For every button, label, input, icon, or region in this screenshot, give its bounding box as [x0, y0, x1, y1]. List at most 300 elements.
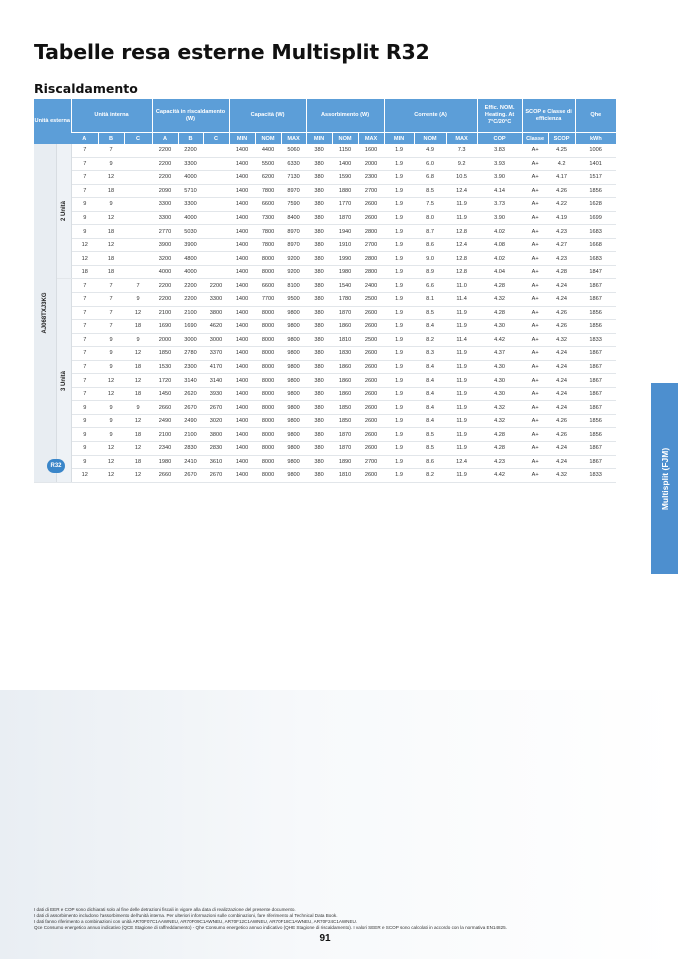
table-cell: 2700: [358, 184, 384, 198]
table-cell: 9800: [281, 469, 306, 483]
table-cell: 12: [98, 455, 124, 469]
table-cell: 380: [306, 238, 332, 252]
table-cell: 4000: [178, 211, 203, 225]
table-cell: 3900: [152, 238, 178, 252]
table-cell: A+: [522, 442, 548, 456]
table-cell: 7130: [281, 171, 306, 185]
table-cell: A+: [522, 455, 548, 469]
table-cell: 1590: [332, 171, 358, 185]
table-cell: 1830: [332, 347, 358, 361]
table-cell: 8.9: [414, 265, 446, 279]
table-cell: 11.9: [446, 469, 477, 483]
table-cell: 1870: [332, 428, 358, 442]
table-cell: 2770: [152, 225, 178, 239]
table-cell: 9200: [281, 265, 306, 279]
table-cell: 9800: [281, 333, 306, 347]
table-cell: 3000: [178, 333, 203, 347]
table-row: [34, 279, 616, 293]
table-cell: 12.4: [446, 455, 477, 469]
table-cell: 9800: [281, 306, 306, 320]
table-cell: 1.9: [384, 387, 414, 401]
table-cell: 2600: [358, 414, 384, 428]
table-cell: 2800: [358, 225, 384, 239]
table-cell: 1720: [152, 374, 178, 388]
table-cell: 9: [71, 211, 98, 225]
table-cell: 2670: [178, 469, 203, 483]
table-cell: 12.4: [446, 238, 477, 252]
table-cell: 1400: [229, 320, 255, 334]
outdoor-unit-cell: [34, 144, 56, 482]
section-title: Riscaldamento: [34, 81, 138, 96]
table-cell: 3.73: [477, 198, 522, 212]
table-cell: 4.04: [477, 265, 522, 279]
table-cell: 8000: [255, 265, 281, 279]
table-cell: 2700: [358, 455, 384, 469]
table-cell: 7: [98, 144, 124, 157]
table-cell: 18: [124, 428, 152, 442]
table-cell: 2200: [152, 157, 178, 171]
table-cell: [203, 171, 229, 185]
table-cell: 9: [98, 428, 124, 442]
table-cell: 1400: [229, 293, 255, 307]
table-cell: 4.02: [477, 252, 522, 266]
table-cell: 1400: [229, 265, 255, 279]
table-cell: A+: [522, 293, 548, 307]
table-cell: 2600: [358, 306, 384, 320]
table-cell: 8000: [255, 401, 281, 415]
table-cell: 2500: [358, 293, 384, 307]
table-row: [34, 184, 616, 198]
table-cell: 12: [71, 252, 98, 266]
table-cell: 2600: [358, 198, 384, 212]
table-cell: 4.42: [477, 333, 522, 347]
table-cell: 9800: [281, 414, 306, 428]
page-title: Tabelle resa esterne Multisplit R32: [34, 40, 430, 64]
subheader: MAX: [446, 133, 477, 145]
table-cell: 1910: [332, 238, 358, 252]
subheader: B: [178, 133, 203, 145]
table-cell: 11.4: [446, 293, 477, 307]
table-cell: 9.0: [414, 252, 446, 266]
table-cell: 11.9: [446, 401, 477, 415]
table-cell: 4.24: [548, 360, 575, 374]
table-cell: 2490: [178, 414, 203, 428]
table-cell: 8000: [255, 428, 281, 442]
table-cell: 9: [71, 198, 98, 212]
footnote: I dati di EER e COP sono dichiarati solo al fine delle detrazioni fiscali in vigore alla data di realizzazione del presente documento.: [34, 907, 296, 912]
table-cell: 18: [98, 184, 124, 198]
table-cell: 4.37: [477, 347, 522, 361]
table-cell: 1867: [575, 374, 616, 388]
table-cell: 380: [306, 157, 332, 171]
table-cell: 8000: [255, 360, 281, 374]
table-cell: 9: [124, 293, 152, 307]
subheader: kWh: [575, 133, 616, 145]
table-cell: 2000: [358, 157, 384, 171]
table-cell: 2830: [178, 442, 203, 456]
table-cell: 2200: [178, 144, 203, 157]
table-cell: 2600: [358, 320, 384, 334]
unit-group-cell: [56, 279, 71, 482]
table-cell: 2600: [358, 360, 384, 374]
table-cell: 1400: [229, 387, 255, 401]
table-cell: 9800: [281, 360, 306, 374]
table-cell: 7: [71, 293, 98, 307]
table-cell: 8970: [281, 184, 306, 198]
table-cell: 7: [71, 144, 98, 157]
table-cell: 3930: [203, 387, 229, 401]
table-cell: 12: [98, 238, 124, 252]
table-row: [34, 252, 616, 266]
table-cell: 4.32: [548, 469, 575, 483]
table-cell: 1400: [229, 374, 255, 388]
table-cell: 1.9: [384, 225, 414, 239]
table-cell: 4000: [178, 265, 203, 279]
table-cell: 1890: [332, 455, 358, 469]
table-cell: 4.26: [548, 428, 575, 442]
table-cell: 4400: [255, 144, 281, 157]
table-cell: 12: [98, 171, 124, 185]
table-cell: 1867: [575, 442, 616, 456]
table-cell: 1856: [575, 320, 616, 334]
table-row: [34, 347, 616, 361]
table-cell: 1850: [332, 401, 358, 415]
table-cell: 1860: [332, 360, 358, 374]
subheader: B: [98, 133, 124, 145]
table-cell: 1400: [229, 469, 255, 483]
table-cell: 3300: [152, 198, 178, 212]
table-cell: 5710: [178, 184, 203, 198]
unit-group-label: 2 Unità: [60, 201, 67, 222]
table-row: [34, 171, 616, 185]
table-cell: 4.22: [548, 198, 575, 212]
table-cell: [203, 211, 229, 225]
table-row: [34, 320, 616, 334]
table-cell: A+: [522, 387, 548, 401]
table-cell: 1980: [332, 265, 358, 279]
table-cell: 18: [71, 265, 98, 279]
table-cell: 1400: [229, 144, 255, 157]
table-cell: 1400: [229, 401, 255, 415]
table-cell: A+: [522, 347, 548, 361]
table-cell: 9: [98, 198, 124, 212]
subheader: MIN: [306, 133, 332, 145]
table-cell: 8970: [281, 225, 306, 239]
table-cell: 12: [98, 442, 124, 456]
table-cell: 1400: [229, 306, 255, 320]
table-row: [34, 469, 616, 483]
table-cell: 8000: [255, 333, 281, 347]
table-cell: 2100: [178, 306, 203, 320]
table-cell: [203, 225, 229, 239]
header-group: Capacità in riscaldamento (W): [152, 99, 229, 133]
table-cell: 1450: [152, 387, 178, 401]
table-cell: 3300: [152, 211, 178, 225]
subheader: A: [152, 133, 178, 145]
table-cell: 12.8: [446, 225, 477, 239]
table-cell: 7800: [255, 225, 281, 239]
footnote: I dati fanno riferimento a combinazioni con unità AR70F07C1AAWNEU, AR70F09C1AWNEU, AR70F12C1AWNEU, AR70F18C1AWNEU, AR70F24C1AWNEU.: [34, 919, 358, 924]
header-group: Effic. NOM. Heating. At 7°C/20°C: [477, 99, 522, 133]
table-cell: 8.2: [414, 469, 446, 483]
table-cell: 4.30: [477, 320, 522, 334]
table-row: [34, 293, 616, 307]
table-cell: 2200: [152, 171, 178, 185]
table-cell: 380: [306, 279, 332, 293]
table-cell: 3800: [203, 306, 229, 320]
table-cell: 4.28: [477, 442, 522, 456]
table-cell: 6600: [255, 279, 281, 293]
table-cell: 2200: [178, 293, 203, 307]
table-cell: 1833: [575, 333, 616, 347]
table-cell: 8000: [255, 347, 281, 361]
table-cell: 1690: [152, 320, 178, 334]
header-group: Qhe: [575, 99, 616, 133]
table-cell: 1530: [152, 360, 178, 374]
table-cell: 18: [124, 455, 152, 469]
table-cell: 1867: [575, 279, 616, 293]
table-cell: 5060: [281, 144, 306, 157]
subheader: MIN: [229, 133, 255, 145]
table-cell: 4.32: [477, 401, 522, 415]
table-cell: 7.3: [446, 144, 477, 157]
table-cell: 2800: [358, 252, 384, 266]
table-cell: 7: [98, 320, 124, 334]
table-cell: 7: [71, 374, 98, 388]
subheader: C: [203, 133, 229, 145]
table-cell: 1856: [575, 184, 616, 198]
table-cell: 10.5: [446, 171, 477, 185]
table-cell: 7800: [255, 238, 281, 252]
table-cell: A+: [522, 414, 548, 428]
table-cell: 380: [306, 144, 332, 157]
table-cell: 2620: [178, 387, 203, 401]
table-cell: [124, 252, 152, 266]
table-cell: 4.23: [548, 252, 575, 266]
table-cell: [203, 238, 229, 252]
table-cell: 1.9: [384, 171, 414, 185]
table-row: [34, 225, 616, 239]
table-cell: 2600: [358, 387, 384, 401]
table-cell: 12.4: [446, 184, 477, 198]
table-cell: 380: [306, 347, 332, 361]
table-cell: 1856: [575, 428, 616, 442]
table-cell: 8.4: [414, 360, 446, 374]
side-tab[interactable]: [651, 383, 678, 574]
table-cell: [124, 211, 152, 225]
table-cell: 1870: [332, 306, 358, 320]
subheader: SCOP: [548, 133, 575, 145]
table-cell: 2100: [178, 428, 203, 442]
table-cell: 1.9: [384, 428, 414, 442]
table-row: [34, 428, 616, 442]
table-cell: 1810: [332, 469, 358, 483]
table-cell: 380: [306, 252, 332, 266]
table-cell: 1400: [229, 211, 255, 225]
table-cell: 3900: [178, 238, 203, 252]
table-cell: 1006: [575, 144, 616, 157]
unit-group-cell: [56, 144, 71, 279]
table-cell: [124, 265, 152, 279]
table-cell: 18: [124, 320, 152, 334]
footnotes: [34, 907, 634, 931]
table-cell: 4.28: [477, 428, 522, 442]
table-cell: [124, 144, 152, 157]
table-cell: 2800: [358, 265, 384, 279]
table-cell: 1860: [332, 387, 358, 401]
table-cell: 4.26: [548, 184, 575, 198]
table-cell: 1.9: [384, 414, 414, 428]
table-cell: [124, 238, 152, 252]
table-cell: A+: [522, 238, 548, 252]
subheader: MAX: [358, 133, 384, 145]
table-cell: A+: [522, 252, 548, 266]
table-cell: 8.5: [414, 306, 446, 320]
table-cell: 380: [306, 469, 332, 483]
table-cell: 9800: [281, 320, 306, 334]
table-cell: A+: [522, 469, 548, 483]
table-row: [34, 265, 616, 279]
table-cell: 2300: [358, 171, 384, 185]
table-cell: 12: [98, 374, 124, 388]
table-cell: 12.8: [446, 265, 477, 279]
table-cell: 4.23: [548, 225, 575, 239]
table-cell: 9: [98, 414, 124, 428]
table-cell: A+: [522, 265, 548, 279]
table-cell: 9800: [281, 374, 306, 388]
table-cell: 11.9: [446, 374, 477, 388]
table-cell: A+: [522, 360, 548, 374]
table-cell: 9: [98, 157, 124, 171]
table-cell: 2600: [358, 347, 384, 361]
table-cell: 4.24: [548, 374, 575, 388]
table-cell: 1870: [332, 211, 358, 225]
table-cell: 4.25: [548, 144, 575, 157]
table-cell: 1980: [152, 455, 178, 469]
table-cell: 7: [71, 279, 98, 293]
table-cell: 1540: [332, 279, 358, 293]
table-cell: 3000: [203, 333, 229, 347]
table-cell: 1400: [332, 157, 358, 171]
table-cell: 7: [71, 171, 98, 185]
table-cell: 9200: [281, 252, 306, 266]
table-cell: 4.24: [548, 387, 575, 401]
footnote: Qce Consumo energetico annuo indicativo (QCE Stagione di raffreddamento) - Qhe Consumo energetico annuo indicativo (QHE Stagione di riscaldamento). I valori SEER e SCOP sono calcolati in accordo con la normativa EN14825.: [34, 925, 507, 930]
table-cell: 8000: [255, 374, 281, 388]
table-row: [34, 238, 616, 252]
table-cell: 7: [71, 333, 98, 347]
table-cell: 1683: [575, 252, 616, 266]
table-cell: 9800: [281, 387, 306, 401]
table-cell: 1867: [575, 401, 616, 415]
table-cell: [203, 265, 229, 279]
table-cell: 6600: [255, 198, 281, 212]
table-cell: 11.0: [446, 279, 477, 293]
table-cell: 3.90: [477, 171, 522, 185]
table-cell: 18: [124, 360, 152, 374]
table-cell: [124, 198, 152, 212]
table-cell: 12: [98, 387, 124, 401]
table-cell: 9: [71, 401, 98, 415]
table-cell: 11.9: [446, 428, 477, 442]
table-cell: 1400: [229, 428, 255, 442]
table-cell: 4170: [203, 360, 229, 374]
table-cell: 380: [306, 442, 332, 456]
table-cell: 1860: [332, 320, 358, 334]
table-cell: 4.24: [548, 401, 575, 415]
table-cell: 12: [124, 469, 152, 483]
table-cell: 1.9: [384, 455, 414, 469]
table-cell: 1770: [332, 198, 358, 212]
heating-performance-table: [34, 99, 616, 483]
table-cell: 2410: [178, 455, 203, 469]
table-cell: 380: [306, 428, 332, 442]
table-cell: 8000: [255, 252, 281, 266]
subheader: NOM: [414, 133, 446, 145]
table-cell: 9500: [281, 293, 306, 307]
table-cell: 2670: [203, 401, 229, 415]
table-cell: 2830: [203, 442, 229, 456]
table-cell: 9: [71, 442, 98, 456]
table-cell: 1400: [229, 442, 255, 456]
table-cell: 8.4: [414, 374, 446, 388]
table-cell: 18: [98, 252, 124, 266]
table-cell: 4.02: [477, 225, 522, 239]
subheader: NOM: [255, 133, 281, 145]
table-cell: 4.17: [548, 171, 575, 185]
table-cell: 11.9: [446, 442, 477, 456]
table-cell: 11.9: [446, 306, 477, 320]
table-cell: 7300: [255, 211, 281, 225]
table-cell: 12: [98, 469, 124, 483]
table-cell: 380: [306, 184, 332, 198]
table-cell: 11.9: [446, 320, 477, 334]
unit-group-label: 3 Unità: [60, 370, 67, 391]
table-cell: 2200: [152, 144, 178, 157]
table-cell: 18: [98, 225, 124, 239]
table-cell: 1517: [575, 171, 616, 185]
table-cell: 1400: [229, 157, 255, 171]
table-cell: 1.9: [384, 293, 414, 307]
table-cell: 4.19: [548, 211, 575, 225]
table-row: [34, 306, 616, 320]
table-cell: 1833: [575, 469, 616, 483]
table-cell: 9: [71, 225, 98, 239]
table-cell: 1.9: [384, 157, 414, 171]
table-cell: 2660: [152, 401, 178, 415]
table-row: [34, 333, 616, 347]
subheader: MAX: [281, 133, 306, 145]
table-cell: 1.9: [384, 265, 414, 279]
table-cell: 4.24: [548, 347, 575, 361]
table-cell: 1400: [229, 225, 255, 239]
table-cell: 9: [98, 347, 124, 361]
table-cell: 7: [71, 157, 98, 171]
table-cell: 1.9: [384, 442, 414, 456]
table-cell: 2200: [178, 279, 203, 293]
table-cell: 1600: [358, 144, 384, 157]
table-cell: 1.9: [384, 238, 414, 252]
table-cell: 7: [98, 279, 124, 293]
header-group: Corrente (A): [384, 99, 477, 133]
table-cell: [203, 144, 229, 157]
table-cell: 11.9: [446, 360, 477, 374]
table-cell: 8000: [255, 306, 281, 320]
table-cell: 8100: [281, 279, 306, 293]
table-cell: 1699: [575, 211, 616, 225]
table-cell: 3.93: [477, 157, 522, 171]
table-cell: 7590: [281, 198, 306, 212]
